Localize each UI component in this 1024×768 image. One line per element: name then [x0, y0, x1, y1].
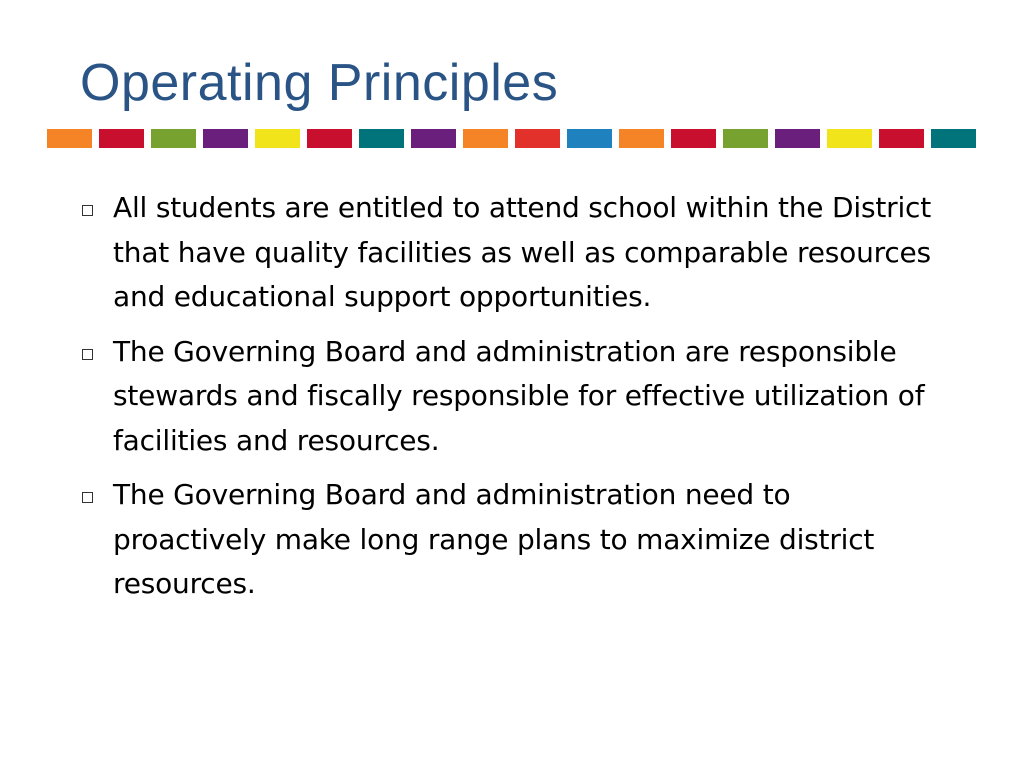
color-bar-segment-16 [827, 129, 872, 148]
color-bar-segment-10 [515, 129, 560, 148]
decorative-color-bar [47, 129, 976, 148]
color-bar-segment-14 [723, 129, 768, 148]
bullet-text-1: All students are entitled to attend school within the District that have quality facilities as well as comparable resources and educational support opportunities. [113, 191, 932, 313]
color-bar-segment-11 [567, 129, 612, 148]
bullet-text-3: The Governing Board and administration need to proactively make long range plans to maximize district resources. [113, 478, 875, 600]
square-bullet-icon [82, 492, 93, 503]
bullet-item-2 [82, 330, 952, 464]
bullet-item-1 [82, 186, 952, 320]
color-bar-segment-6 [307, 129, 352, 148]
color-bar-segment-1 [47, 129, 92, 148]
bullet-item-3 [82, 473, 952, 607]
color-bar-segment-8 [411, 129, 456, 148]
square-bullet-icon [82, 205, 93, 216]
bullet-text-2: The Governing Board and administration are responsible stewards and fiscally responsible for effective utilization of facilities and resources. [113, 334, 925, 457]
color-bar-segment-12 [619, 129, 664, 148]
bullet-list [82, 186, 952, 617]
color-bar-segment-4 [203, 129, 248, 148]
color-bar-segment-18 [931, 129, 976, 148]
color-bar-segment-3 [151, 129, 196, 148]
color-bar-segment-2 [99, 129, 144, 148]
color-bar-segment-9 [463, 129, 508, 148]
color-bar-segment-13 [671, 129, 716, 148]
square-bullet-icon [82, 349, 93, 360]
color-bar-segment-5 [255, 129, 300, 148]
color-bar-segment-17 [879, 129, 924, 148]
slide-title: Operating Principles [80, 54, 559, 112]
color-bar-segment-7 [359, 129, 404, 148]
color-bar-segment-15 [775, 129, 820, 148]
